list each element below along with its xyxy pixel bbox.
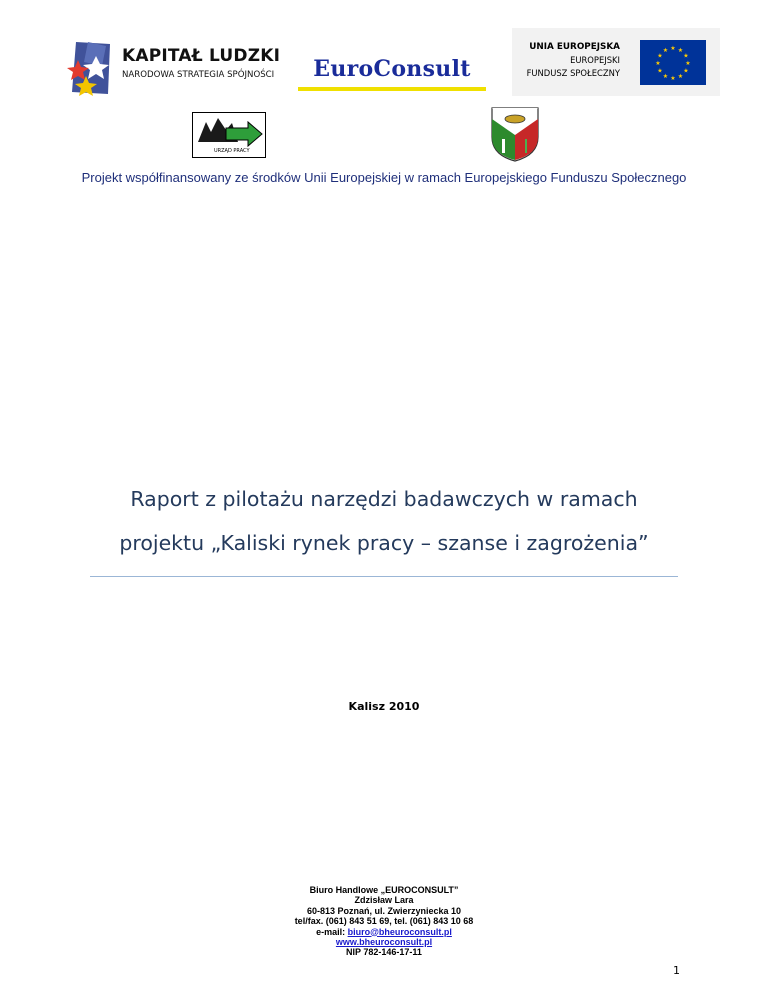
eu-logo-line2: EUROPEJSKI <box>570 55 620 65</box>
coat-of-arms <box>489 105 541 163</box>
website-link[interactable]: www.bheuroconsult.pl <box>335 937 433 948</box>
phone-numbers: tel/fax. (061) 843 51 69, tel. (061) 843 10 68 <box>294 916 474 927</box>
svg-text:★: ★ <box>657 67 663 75</box>
title-divider <box>90 576 678 577</box>
email-link[interactable]: biuro@bheuroconsult.pl <box>347 926 452 937</box>
svg-text:★: ★ <box>662 73 669 80</box>
report-title-line1: Raport z pilotażu narzędzi badawczych w ramach <box>130 487 638 511</box>
eu-logo-line1: UNIA EUROPEJSKA <box>529 42 620 52</box>
email-label: e-mail: <box>316 926 348 937</box>
kapital-ludzki-title: KAPITAŁ LUDZKI <box>122 46 281 66</box>
svg-text:★: ★ <box>670 75 676 82</box>
euroconsult-wordmark: EuroConsult <box>313 56 471 82</box>
svg-text:★: ★ <box>677 73 684 80</box>
eu-flag-icon <box>640 40 706 85</box>
euroconsult-logo <box>298 56 486 92</box>
contact-block <box>0 885 768 958</box>
address: 60-813 Poznań, ul. Zwierzyniecka 10 <box>306 905 462 916</box>
svg-text:★: ★ <box>685 60 691 67</box>
svg-text:★: ★ <box>670 45 676 52</box>
website-line <box>0 937 768 947</box>
svg-text:★: ★ <box>655 60 661 67</box>
place-year: Kalisz 2010 <box>348 700 420 713</box>
euroconsult-underline <box>298 87 486 91</box>
email-line <box>0 927 768 937</box>
eu-esf-logo <box>512 28 720 96</box>
svg-text:★: ★ <box>662 47 669 54</box>
svg-text:★: ★ <box>677 47 684 54</box>
urzad-pracy-emblem-icon <box>192 112 266 158</box>
cofinancing-note: Projekt współfinansowany ze środków Unii Europejskiej w ramach Europejskiego Funduszu Społecznego <box>81 170 687 185</box>
urzad-pracy-label: URZĄD PRACY <box>214 148 250 154</box>
urzad-pracy-logo <box>192 112 266 158</box>
contact-person: Zdzisław Lara <box>354 895 414 906</box>
kapital-ludzki-emblem-icon <box>66 36 118 98</box>
eu-logo-line3: FUNDUSZ SPOŁECZNY <box>526 68 620 78</box>
svg-text:★: ★ <box>657 52 663 60</box>
report-title-line2: projektu „Kaliski rynek pracy – szanse i zagrożenia” <box>119 531 649 555</box>
coat-of-arms-shield-icon <box>489 105 541 163</box>
svg-text:★: ★ <box>683 67 689 75</box>
nip-number: NIP 782-146-17-11 <box>346 947 422 958</box>
svg-text:★: ★ <box>683 52 689 60</box>
page-number: 1 <box>673 964 680 977</box>
company-name: Biuro Handlowe „EUROCONSULT” <box>309 885 459 895</box>
kapital-ludzki-subtitle: NARODOWA STRATEGIA SPÓJNOŚCI <box>122 70 275 80</box>
kapital-ludzki-logo <box>66 36 281 100</box>
